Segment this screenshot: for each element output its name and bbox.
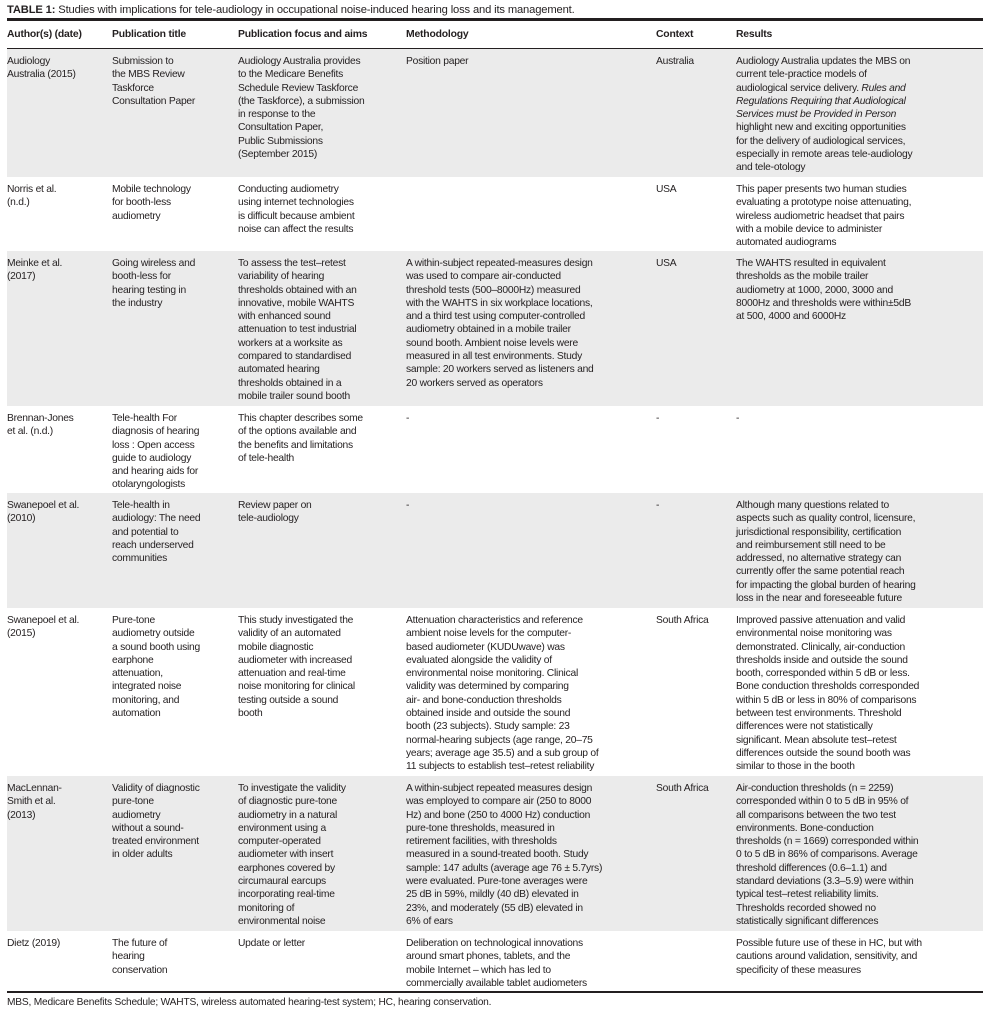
header-results: Results	[736, 29, 773, 40]
cell-author: Brennan-Jones et al. (n.d.)	[7, 413, 74, 438]
cell-methodology: Attenuation characteristics and reference ambient noise levels for the computer- based audiometer (KUDUwave) was evaluated alongside the validity of environmental noise monitoring. Clinical validity was determined by comparing air- and bone-conduction thresholds obtained inside and outside the sound booth (23 subjects). Study sample: 23 normal-hearing subjects (age range, 20–75 years; average age 35.5) and a sub group of 11 subjects to establish test–retest reliability	[406, 615, 599, 773]
cell-context: USA	[656, 258, 677, 269]
cell-context: -	[656, 500, 660, 511]
cell-context: South Africa	[656, 615, 709, 626]
header-focus: Publication focus and aims	[238, 29, 368, 40]
table-header-row	[7, 21, 983, 49]
cell-context: South Africa	[656, 783, 709, 794]
cell-results: Although many questions related to aspects such as quality control, licensure, jurisdictional responsibility, certification and reimbursement still need to be addressed, no alternative strategy can currently offer the same potential reach for impacting the global burden of hearing loss in the near and foreseeable future	[736, 500, 916, 605]
table-footnote: MBS, Medicare Benefits Schedule; WAHTS, wireless automated hearing-test system; HC, hearing conservation.	[7, 997, 492, 1008]
table-row	[7, 776, 983, 931]
cell-author: Norris et al. (n.d.)	[7, 184, 57, 209]
cell-methodology: -	[406, 500, 410, 511]
studies-table	[7, 18, 983, 993]
cell-results: This paper presents two human studies evaluating a prototype noise attenuating, wireless audiometric headset that pairs with a mobile device to administer automated audiograms	[736, 184, 912, 249]
table-caption	[7, 4, 575, 16]
cell-methodology: A within-subject repeated measures design was employed to compare air (250 to 8000 Hz) and bone (250 to 4000 Hz) conduction pure-tone thresholds, measured in retirement facilities, with thresholds measured in a sound-treated booth. Study sample: 147 adults (average age 76 ± 5.7yrs) were evaluated. Pure-tone averages were 25 dB in 59%, mildly (40 dB) elevated in 23%, and moderately (55 dB) elevated in 6% of ears	[406, 783, 603, 927]
table-label: TABLE 1:	[7, 4, 56, 16]
cell-author: Swanepoel et al. (2015)	[7, 615, 80, 640]
cell-context	[656, 931, 736, 991]
cell-methodology: A within-subject repeated-measures design was used to compare air-conducted threshold tests (500–8000Hz) measured with the WAHTS in six workplace locations, and a third test using computer-controlled audiometry obtained in a mobile trailer sound booth. Ambient noise levels were measured in all test environments. Study sample: 20 workers served as listeners and 20 workers served as operators	[406, 258, 594, 389]
table-row	[7, 493, 983, 608]
results-italic-text: Rules and Regulations Requiring that Audiological Services must be Provided in Person	[736, 82, 906, 121]
table-row	[7, 251, 983, 406]
cell-title: Tele-health in audiology: The need and potential to reach underserved communities	[112, 500, 201, 565]
cell-focus: To assess the test–retest variability of hearing thresholds obtained with an innovative, mobile WAHTS with enhanced sound attenuation to test industrial workers at a worksite as compared to standardised automated hearing thresholds obtained in a mobile trailer sound booth	[238, 258, 357, 402]
cell-results	[736, 49, 983, 177]
results-text: Audiology Australia updates the MBS on current tele-practice models of audiological service delivery.	[736, 56, 911, 94]
cell-methodology: -	[406, 413, 410, 424]
cell-context: USA	[656, 184, 677, 195]
table-body	[7, 49, 983, 991]
cell-title: Mobile technology for booth-less audiometry	[112, 184, 191, 222]
cell-results: Improved passive attenuation and valid environmental noise monitoring was demonstrated. Clinically, air-conduction thresholds inside and outside the sound booth, corresponded within 5 dB or less. Bone conduction thresholds corresponded within 5 dB or less in 80% of comparisons between test environments. Threshold differences were not statistically significant. Mean absolute test–retest differences outside the sound booth was similar to those in the booth	[736, 615, 920, 773]
cell-title: Validity of diagnostic pure-tone audiometry without a sound- treated environment in older adults	[112, 783, 200, 861]
cell-author: Meinke et al. (2017)	[7, 258, 63, 283]
cell-focus: Review paper on tele-audiology	[238, 500, 312, 525]
table-row	[7, 49, 983, 177]
table-row	[7, 177, 983, 251]
cell-context: -	[656, 413, 660, 424]
cell-focus: This chapter describes some of the options available and the benefits and limitations of tele-health	[238, 413, 363, 464]
cell-focus: This study investigated the validity of an automated mobile diagnostic audiometer with increased attenuation and real-time noise monitoring for clinical testing outside a sound booth	[238, 615, 355, 720]
table-caption-text: Studies with implications for tele-audiology in occupational noise-induced hearing loss and its management.	[55, 4, 575, 16]
cell-title: Going wireless and booth-less for hearing testing in the industry	[112, 258, 196, 309]
cell-author: Swanepoel et al. (2010)	[7, 500, 80, 525]
table-bottom-rule	[7, 991, 983, 993]
cell-results: Possible future use of these in HC, but with cautions around validation, sensitivity, and specificity of these measures	[736, 938, 922, 976]
cell-context: Australia	[656, 56, 694, 67]
header-context: Context	[656, 29, 694, 40]
cell-results: Air-conduction thresholds (n = 2259) corresponded within 0 to 5 dB in 95% of all comparisons between the two test environments. Bone-conduction thresholds (n = 1669) corresponded within 0 to 5 dB in 86% of comparisons. Average threshold differences (0.6–1.1) and standard deviations (3.3–5.9) were within typical test–retest reliability limits. Thresholds recorded showed no statistically significant differences	[736, 783, 919, 927]
cell-results: -	[736, 413, 740, 424]
cell-focus: Audiology Australia provides to the Medicare Benefits Schedule Review Taskforce (the Taskforce), a submission in response to the Consultation Paper, Public Submissions (September 2015)	[238, 56, 365, 161]
cell-focus: Conducting audiometry using internet technologies is difficult because ambient noise can affect the results	[238, 184, 355, 235]
cell-methodology: Position paper	[406, 56, 469, 67]
cell-results: The WAHTS resulted in equivalent thresholds as the mobile trailer audiometry at 1000, 2000, 3000 and 8000Hz and thresholds were within±5dB at 500, 4000 and 6000Hz	[736, 258, 911, 323]
cell-author: Audiology Australia (2015)	[7, 56, 76, 81]
cell-title: Submission to the MBS Review Taskforce Consultation Paper	[112, 56, 196, 107]
cell-title: The future of hearing conservation	[112, 938, 168, 976]
header-title: Publication title	[112, 29, 186, 40]
cell-title: Tele-health For diagnosis of hearing loss : Open access guide to audiology and hearing aids for otolaryngologists	[112, 413, 200, 491]
header-methodology: Methodology	[406, 29, 469, 40]
table-row	[7, 608, 983, 776]
cell-author: MacLennan- Smith et al. (2013)	[7, 783, 62, 821]
cell-author: Dietz (2019)	[7, 938, 61, 949]
cell-focus: To investigate the validity of diagnostic pure-tone audiometry in a natural environment using a computer-operated audiometer with insert earphones covered by circumaural earcups incorporating real-time monitoring of environmental noise	[238, 783, 346, 927]
cell-methodology	[406, 177, 656, 251]
table-row	[7, 406, 983, 493]
cell-focus: Update or letter	[238, 938, 305, 949]
results-text: highlight new and exciting opportunities for the delivery of audiological services, especially in remote areas tele-audiology and tele-otology	[736, 122, 913, 174]
cell-methodology: Deliberation on technological innovations around smart phones, tablets, and the mobile Internet – which has led to commercially available tablet audiometers	[406, 938, 587, 989]
table-row	[7, 931, 983, 991]
cell-title: Pure-tone audiometry outside a sound booth using earphone attenuation, integrated noise monitoring, and automation	[112, 615, 200, 720]
header-author: Author(s) (date)	[7, 29, 82, 40]
